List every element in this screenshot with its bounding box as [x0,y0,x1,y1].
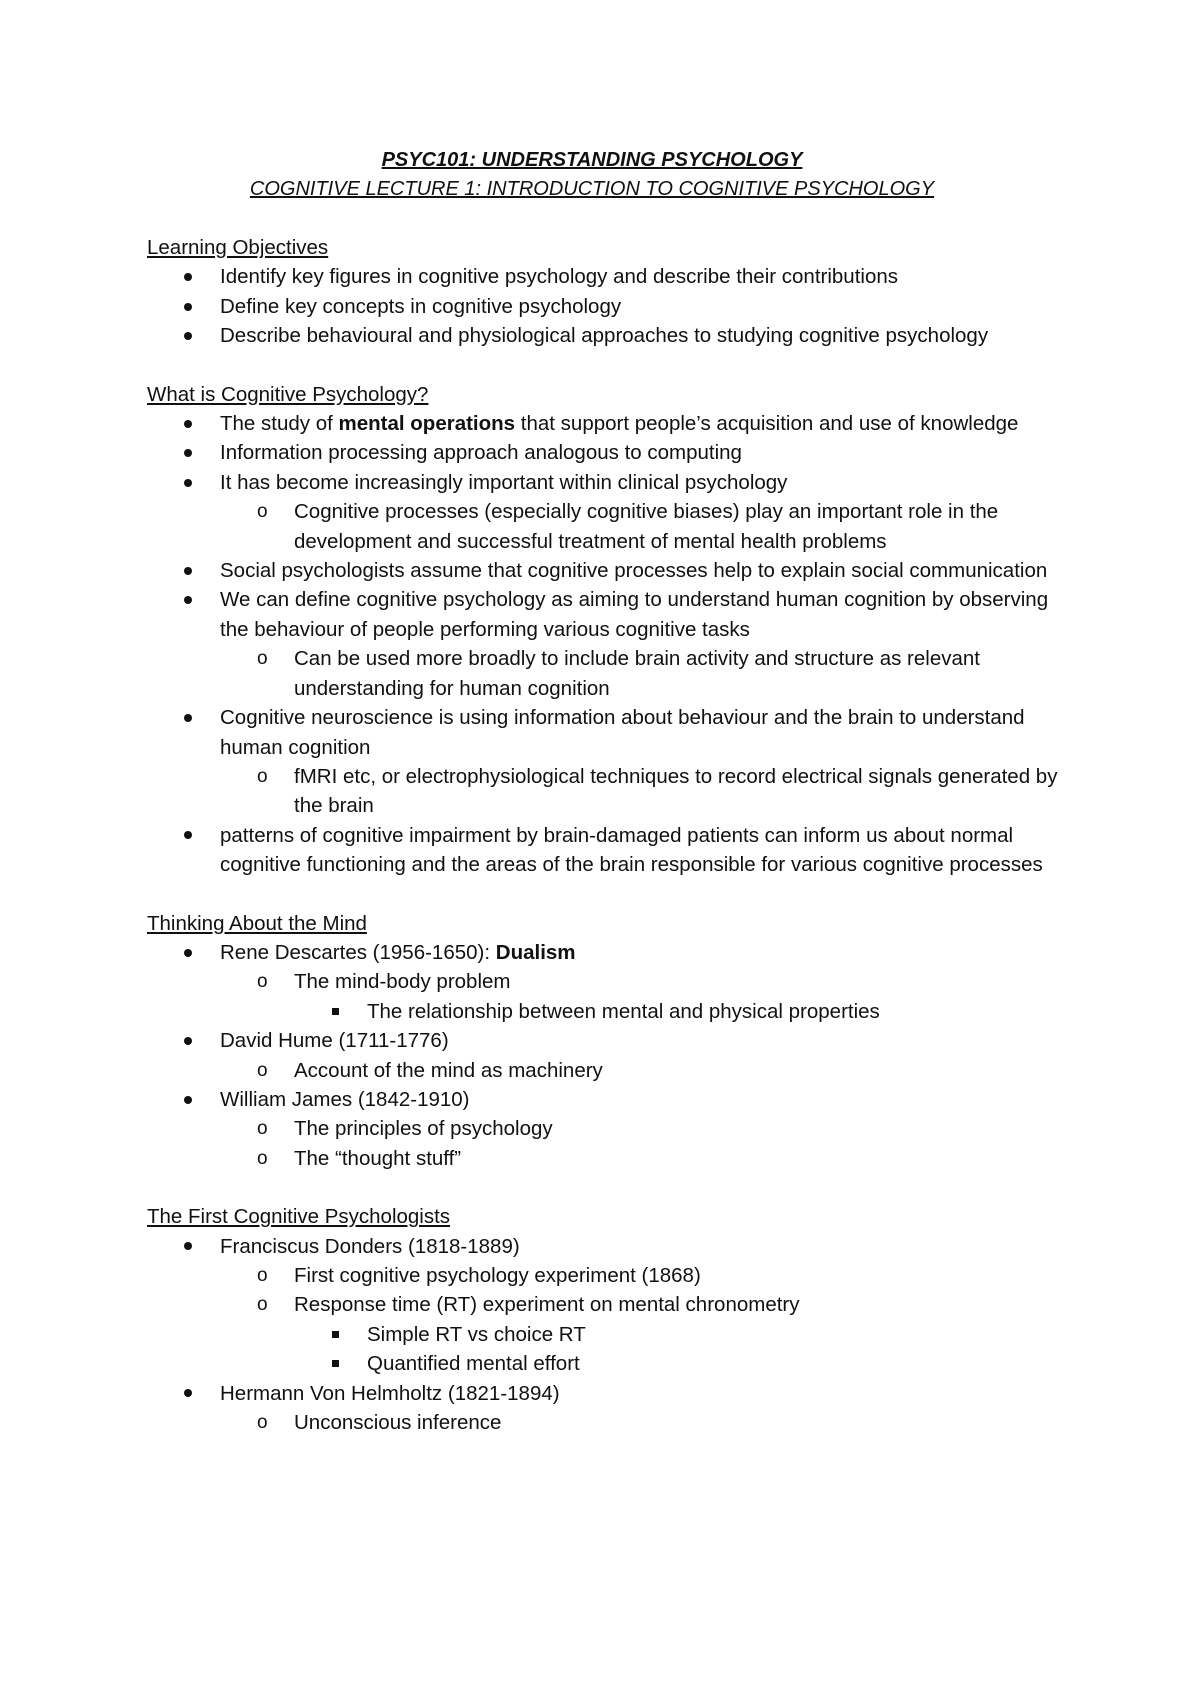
bullet-icon [184,438,192,467]
bullet-list [147,938,1077,1173]
list-item: o Response time (RT) experiment on mental chronometry [147,1290,1077,1319]
bullet-icon [184,821,192,850]
bullet-icon [184,938,192,967]
bold-term: Dualism [495,940,576,964]
list-item: o Can be used more broadly to include brain activity and structure as relevant understanding for human cognition [147,644,1077,703]
section-first-cognitive-psychologists [147,1202,1077,1437]
circle-bullet-icon: o [257,1412,268,1434]
bullet-icon [184,468,192,497]
list-item: o fMRI etc, or electrophysiological techniques to record electrical signals generated by the brain [147,762,1077,821]
list-item: Information processing approach analogous to computing [147,438,1077,467]
bullet-icon [184,585,192,614]
list-item: Rene Descartes (1956-1650): Dualism [147,938,1077,967]
bullet-icon [184,1379,192,1408]
list-item: David Hume (1711-1776) [147,1026,1077,1055]
list-item: patterns of cognitive impairment by brain-damaged patients can inform us about normal cognitive functioning and the areas of the brain responsible for various cognitive processes [147,821,1077,880]
bullet-icon [184,1085,192,1114]
bullet-icon [184,556,192,585]
list-item: Define key concepts in cognitive psychology [147,292,1077,321]
bullet-icon [184,1232,192,1261]
square-bullet-icon [332,1349,339,1378]
list-item: Franciscus Donders (1818-1889) [147,1232,1077,1261]
list-item: o The principles of psychology [147,1114,1077,1143]
section-heading: Learning Objectives [147,236,329,259]
circle-bullet-icon: o [257,1118,268,1140]
list-item: The study of mental operations that support people’s acquisition and use of knowledge [147,409,1077,438]
bold-term: mental operations [338,412,516,436]
list-item: William James (1842-1910) [147,1085,1077,1114]
bullet-icon [184,703,192,732]
list-item: o Cognitive processes (especially cognitive biases) play an important role in the development and successful treatment of mental health problems [147,497,1077,556]
list-item: It has become increasingly important within clinical psychology [147,468,1077,497]
list-item: Cognitive neuroscience is using information about behaviour and the brain to understand human cognition [147,703,1077,762]
list-item: Hermann Von Helmholtz (1821-1894) [147,1379,1077,1408]
circle-bullet-icon: o [257,765,268,787]
section-heading: What is Cognitive Psychology? [147,382,429,406]
list-item: o Account of the mind as machinery [147,1056,1077,1085]
section-heading: The First Cognitive Psychologists [147,1205,451,1229]
bullet-icon [184,1026,192,1055]
section-thinking-about-the-mind [147,909,1077,1174]
list-item: Simple RT vs choice RT [147,1320,1077,1349]
list-item: o First cognitive psychology experiment (1868) [147,1261,1077,1290]
section-heading: Thinking About the Mind [147,911,367,935]
bullet-icon [184,292,192,321]
bullet-icon [184,321,192,350]
list-item: o The “thought stuff” [147,1144,1077,1173]
list-item: The relationship between mental and physical properties [147,997,1077,1026]
document-content [147,146,1077,1437]
list-item: o The mind-body problem [147,967,1077,996]
list-item: We can define cognitive psychology as aiming to understand human cognition by observing the behaviour of people performing various cognitive tasks [147,585,1077,644]
circle-bullet-icon: o [257,1147,268,1169]
circle-bullet-icon: o [257,971,268,993]
bullet-icon [184,409,192,438]
list-item: o Unconscious inference [147,1408,1077,1437]
bullet-list [147,1232,1077,1438]
square-bullet-icon [332,997,339,1026]
section-what-is-cognitive-psychology [147,380,1077,880]
bullet-icon [184,262,192,291]
circle-bullet-icon: o [257,1059,268,1081]
circle-bullet-icon: o [257,648,268,670]
bullet-list [147,262,1077,350]
section-learning-objectives [147,233,1077,351]
course-title: PSYC101: UNDERSTANDING PSYCHOLOGY [381,149,803,171]
lecture-title: COGNITIVE LECTURE 1: INTRODUCTION TO COGNITIVE PSYCHOLOGY [249,178,935,200]
list-item: Identify key figures in cognitive psychology and describe their contributions [147,262,1077,291]
list-item: Quantified mental effort [147,1349,1077,1378]
circle-bullet-icon: o [257,1294,268,1316]
list-item: Social psychologists assume that cognitive processes help to explain social communication [147,556,1077,585]
circle-bullet-icon: o [257,501,268,523]
list-item: Describe behavioural and physiological approaches to studying cognitive psychology [147,321,1077,350]
bullet-list [147,409,1077,880]
circle-bullet-icon: o [257,1265,268,1286]
square-bullet-icon [332,1320,339,1349]
